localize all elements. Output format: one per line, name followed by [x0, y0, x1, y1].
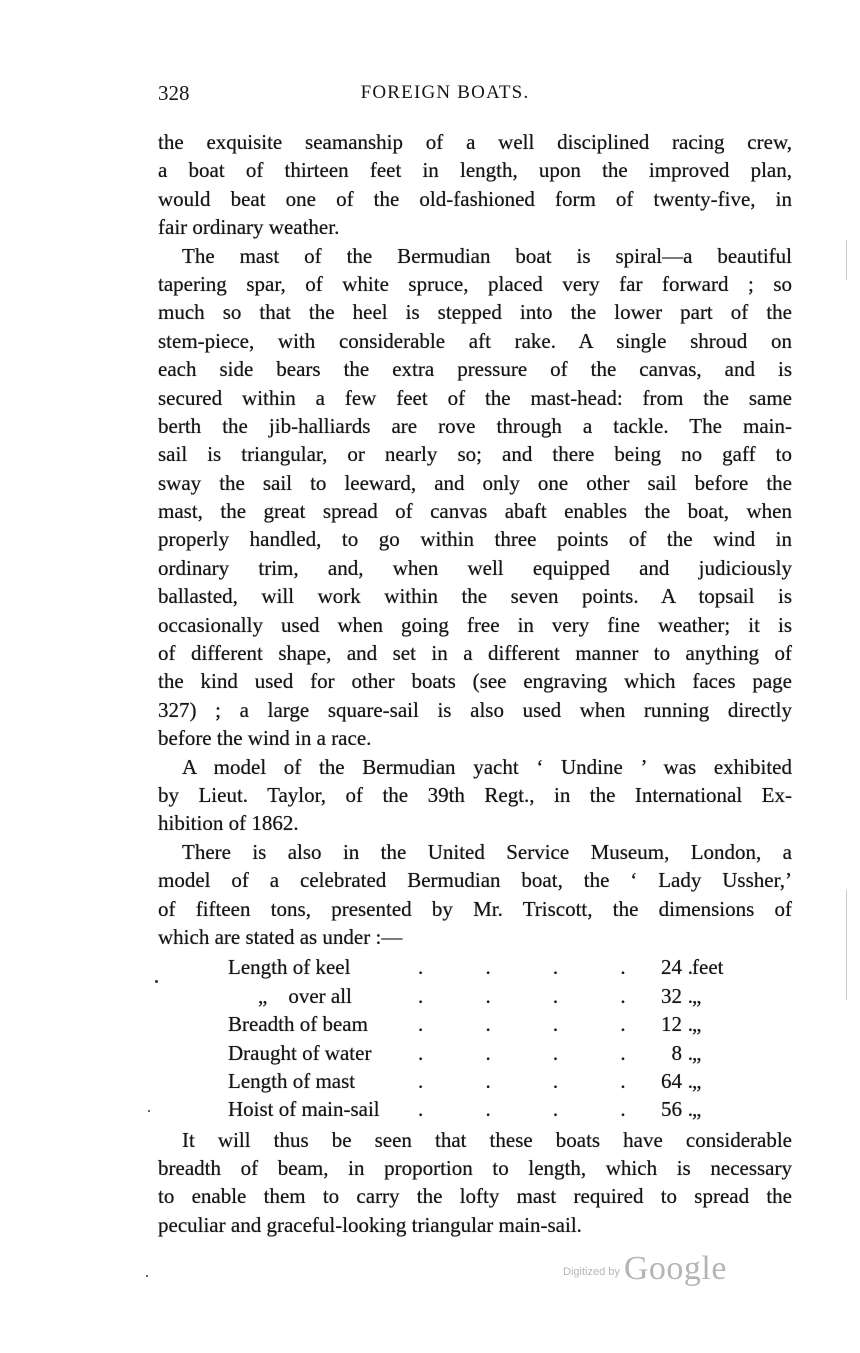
text-line: sail is triangular, or nearly so; and there being no gaff to: [158, 442, 792, 467]
paragraph: [158, 1126, 792, 1240]
text-line: The mast of the Bermudian boat is spiral—a beautiful: [182, 243, 792, 268]
text-line: much so that the heel is stepped into the lower part of the: [158, 300, 792, 325]
paragraph: [158, 128, 792, 242]
text-line: It will thus be seen that these boats have considerable: [182, 1127, 792, 1152]
text-line: There is also in the United Service Museum, London, a: [182, 839, 792, 864]
text-line: 327) ; a large square-sail is also used when running directly: [158, 697, 792, 722]
dot-leader: . . . . .: [418, 1097, 693, 1122]
text-line: tapering spar, of white spruce, placed very far forward ; so: [158, 271, 792, 296]
dimension-value: 8: [671, 1040, 682, 1065]
dot-leader: . . . . .: [418, 983, 693, 1008]
paragraph: [158, 838, 792, 952]
dot-leader: . . . . .: [418, 955, 693, 980]
text-line: mast, the great spread of canvas abaft enables the boat, when: [158, 499, 792, 524]
text-line: peculiar and graceful-looking triangular main-sail.: [158, 1212, 582, 1237]
text-line: of fifteen tons, presented by Mr. Triscott, the dimensions of: [158, 896, 792, 921]
text-line: sway the sail to leeward, and only one other sail before the: [158, 470, 792, 495]
text-line: stem-piece, with considerable aft rake. A single shroud on: [158, 328, 792, 353]
watermark-prefix: Digitized by: [563, 1266, 620, 1278]
table-row: [228, 953, 728, 981]
dimension-unit: „: [692, 1097, 702, 1122]
scan-speck: [146, 1275, 148, 1277]
dimension-label: „ over all: [258, 983, 352, 1008]
dot-leader: . . . . .: [418, 1068, 693, 1093]
paragraph: [158, 753, 792, 838]
text-line: breadth of beam, in proportion to length, which is necessary: [158, 1156, 792, 1181]
dimension-unit: feet: [692, 955, 724, 980]
paragraph: [158, 242, 792, 753]
table-row: [228, 1095, 728, 1123]
text-line: hibition of 1862.: [158, 811, 299, 836]
dimension-unit: „: [692, 983, 702, 1008]
table-row: [228, 982, 728, 1010]
text-line: occasionally used when going free in very fine weather; it is: [158, 612, 792, 637]
text-line: before the wind in a race.: [158, 726, 372, 751]
dimension-value: 64: [661, 1068, 682, 1093]
dimension-label: Draught of water: [228, 1040, 372, 1065]
page-body: [158, 128, 792, 1239]
text-line: would beat one of the old-fashioned form of twenty-five, in: [158, 186, 792, 211]
dimension-unit: „: [692, 1012, 702, 1037]
text-line: secured within a few feet of the mast-head: from the same: [158, 385, 792, 410]
scan-edge-mark: [846, 890, 847, 1000]
dot-leader: . . . . .: [418, 1040, 693, 1065]
dimension-value: 24: [661, 955, 682, 980]
dimension-label: Length of mast: [228, 1068, 356, 1093]
digitized-by-google-watermark: [563, 1250, 727, 1288]
table-row: [228, 1039, 728, 1067]
text-line: to enable them to carry the lofty mast required to spread the: [158, 1184, 792, 1209]
dimension-value: 32: [661, 983, 682, 1008]
text-line: ballasted, will work within the seven points. A topsail is: [158, 584, 792, 609]
text-line: which are stated as under :—: [158, 924, 403, 949]
text-line: each side bears the extra pressure of the canvas, and is: [158, 357, 792, 382]
text-line: berth the jib-halliards are rove through a tackle. The main-: [158, 413, 792, 438]
text-line: of different shape, and set in a different manner to anything of: [158, 641, 792, 666]
watermark-brand: Google: [623, 1250, 727, 1287]
text-line: A model of the Bermudian yacht ‘ Undine ’ was exhibited: [182, 754, 792, 779]
table-row: [228, 1010, 728, 1038]
dimensions-table: [228, 953, 728, 1123]
text-line: by Lieut. Taylor, of the 39th Regt., in the International Ex-: [158, 782, 792, 807]
scan-speck: [155, 980, 158, 983]
table-row: [228, 1067, 728, 1095]
dimension-value: 12: [661, 1012, 682, 1037]
page-number: 328: [158, 81, 190, 105]
dimension-value: 56: [661, 1097, 682, 1122]
dimension-label: Hoist of main-sail: [228, 1097, 380, 1122]
dimension-unit: „: [692, 1040, 702, 1065]
text-line: the exquisite seamanship of a well disciplined racing crew,: [158, 130, 792, 154]
dimension-unit: „: [692, 1068, 702, 1093]
dimension-label: Length of keel: [228, 955, 351, 980]
text-line: ordinary trim, and, when well equipped and judiciously: [158, 555, 792, 580]
text-line: fair ordinary weather.: [158, 215, 340, 240]
text-line: model of a celebrated Bermudian boat, the ‘ Lady Ussher,’: [158, 868, 792, 893]
dot-leader: . . . . .: [418, 1012, 693, 1037]
dimension-label: Breadth of beam: [228, 1012, 368, 1037]
scan-speck: [148, 1110, 150, 1112]
running-title: FOREIGN BOATS.: [360, 82, 530, 103]
text-line: properly handled, to go within three points of the wind in: [158, 527, 792, 552]
scan-edge-mark: [846, 240, 847, 280]
text-line: a boat of thirteen feet in length, upon the improved plan,: [158, 158, 792, 183]
text-line: the kind used for other boats (see engraving which faces page: [158, 669, 792, 694]
